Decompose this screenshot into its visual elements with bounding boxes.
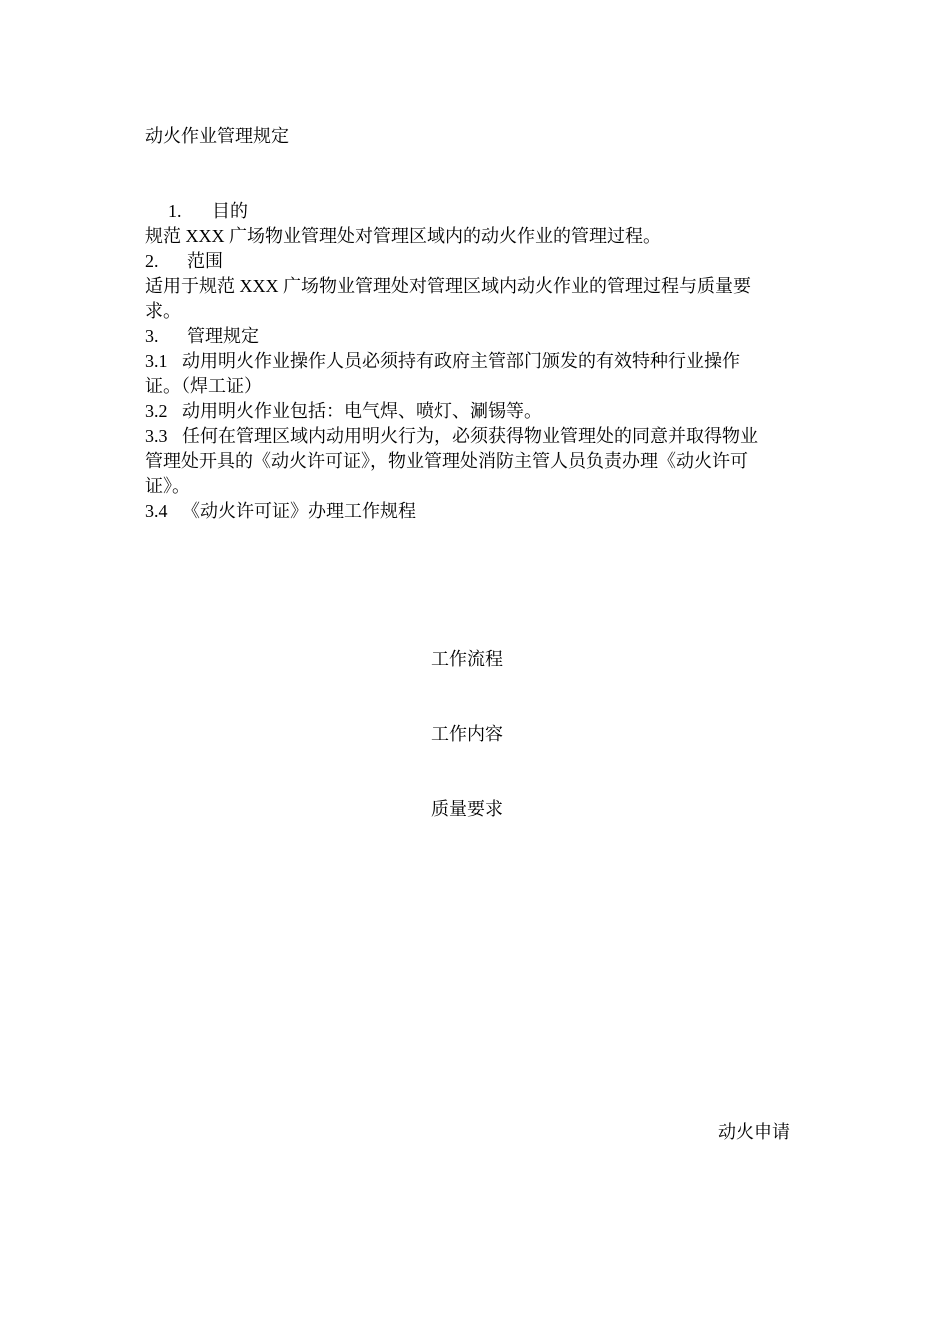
clause-3-1-line-1: 动用明火作业操作人员必须持有政府主管部门颁发的有效特种行业操作	[182, 351, 740, 371]
work-content-header: 工作内容	[431, 724, 503, 744]
clause-3-4-number: 3.4	[145, 501, 168, 521]
section-2-body-line-2: 求。	[145, 301, 181, 321]
quality-requirement-header: 质量要求	[431, 799, 503, 819]
section-1-number: 1.	[168, 201, 182, 221]
section-3-title: 管理规定	[187, 326, 259, 346]
clause-3-1-line-2: 证。（焊工证）	[145, 376, 262, 396]
section-3-number: 3.	[145, 326, 159, 346]
clause-3-1	[145, 349, 740, 374]
section-2-heading	[145, 249, 223, 274]
clause-3-4	[145, 499, 416, 524]
clause-3-3	[145, 424, 758, 449]
clause-3-4-line-1: 《动火许可证》办理工作规程	[182, 501, 416, 521]
section-2-number: 2.	[145, 251, 159, 271]
section-1-heading	[168, 199, 248, 224]
clause-3-1-number: 3.1	[145, 351, 168, 371]
clause-3-2	[145, 399, 542, 424]
section-2-body-line-1: 适用于规范 XXX 广场物业管理处对管理区域内动火作业的管理过程与质量要	[145, 276, 751, 296]
clause-3-3-line-1: 任何在管理区域内动用明火行为，必须获得物业管理处的同意并取得物业	[182, 426, 758, 446]
section-1-body: 规范 XXX 广场物业管理处对管理区域内的动火作业的管理过程。	[145, 226, 661, 246]
section-2-title: 范围	[187, 251, 223, 271]
section-3-heading	[145, 324, 259, 349]
section-1-title: 目的	[212, 201, 248, 221]
flow-step-fire-application: 动火申请	[718, 1122, 790, 1142]
work-flow-header: 工作流程	[431, 649, 503, 669]
document-title: 动火作业管理规定	[145, 126, 289, 146]
clause-3-3-number: 3.3	[145, 426, 168, 446]
clause-3-2-line-1: 动用明火作业包括：电气焊、喷灯、涮锡等。	[182, 401, 542, 421]
clause-3-3-line-3: 证》。	[145, 476, 190, 496]
clause-3-3-line-2: 管理处开具的《动火许可证》，物业管理处消防主管人员负责办理《动火许可	[145, 451, 748, 471]
clause-3-2-number: 3.2	[145, 401, 168, 421]
